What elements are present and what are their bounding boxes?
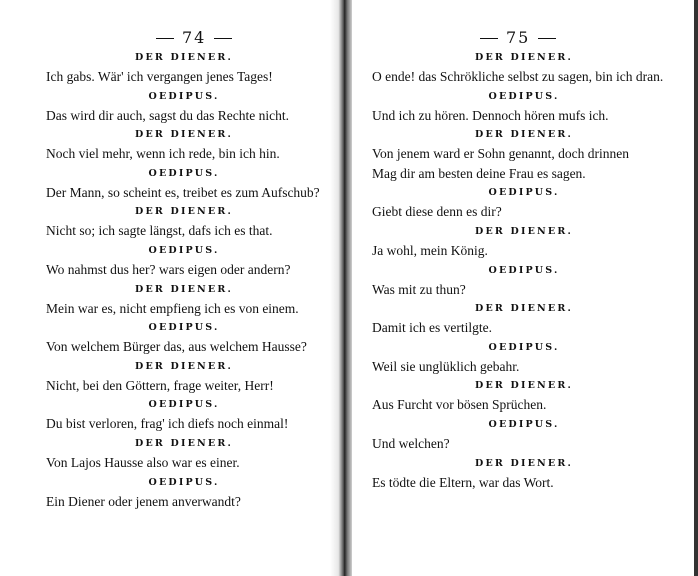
speaker-name: DER DIENER.: [475, 129, 573, 141]
verse-line: Und welchen?: [372, 435, 450, 451]
verse-line: Das wird dir auch, sagst du das Rechte nicht.: [46, 107, 289, 123]
speaker-name: OEDIPUS.: [488, 264, 560, 276]
verse-line: Von Lajos Hausse also war es einer.: [46, 454, 240, 470]
verse-line: Noch viel mehr, wenn ich rede, bin ich hin.: [46, 146, 280, 162]
verse-line: O ende! das Schrökliche selbst zu sagen, bin ich dran.: [372, 69, 664, 84]
speaker-name: DER DIENER.: [135, 129, 233, 141]
verse-line: Wo nahmst dus her? wars eigen oder andern?: [46, 261, 291, 277]
speaker-name: OEDIPUS.: [148, 90, 220, 102]
verse-line: Mag dir am besten deine Frau es sagen.: [372, 165, 586, 181]
verse-line: Der Mann, so scheint es, treibet es zum Aufschub?: [46, 184, 320, 200]
left-page: [0, 0, 340, 576]
speaker-name: DER DIENER.: [135, 283, 233, 295]
page-edge: [694, 0, 698, 576]
right-text-column: [372, 48, 676, 492]
speaker-name: OEDIPUS.: [488, 341, 560, 353]
dash-left: [480, 38, 498, 39]
dash-left: [156, 38, 174, 39]
speaker-name: OEDIPUS.: [148, 322, 220, 334]
verse-line: Nicht, bei den Göttern, frage weiter, Herr!: [46, 377, 274, 393]
verse-line: Ich gabs. Wär' ich vergangen jenes Tages!: [46, 69, 273, 84]
speaker-name: DER DIENER.: [475, 380, 573, 392]
left-text-column: [46, 48, 322, 511]
verse-line: Damit ich es vertilgte.: [372, 320, 492, 336]
verse-line: Von welchem Bürger das, aus welchem Hausse?: [46, 339, 307, 355]
speaker-name: OEDIPUS.: [488, 187, 560, 199]
page-number-left-text: 74: [182, 28, 207, 47]
verse-line: Mein war es, nicht empfieng ich es von einem.: [46, 300, 299, 316]
verse-line: Giebt diese denn es dir?: [372, 204, 502, 220]
speaker-name: DER DIENER.: [475, 225, 573, 237]
verse-line: Ein Diener oder jenem anverwandt?: [46, 493, 241, 509]
speaker-name: DER DIENER.: [135, 206, 233, 218]
verse-line: Von jenem ward er Sohn genannt, doch drinnen: [372, 146, 629, 162]
verse-line: Weil sie unglüklich gebahr.: [372, 358, 520, 374]
speaker-name: OEDIPUS.: [148, 476, 220, 488]
verse-line: Du bist verloren, frag' ich diefs noch einmal!: [46, 416, 289, 432]
speaker-name: OEDIPUS.: [148, 167, 220, 179]
speaker-name: OEDIPUS.: [148, 399, 220, 411]
speaker-name: DER DIENER.: [135, 360, 233, 372]
verse-line: Ja wohl, mein König.: [372, 242, 488, 258]
verse-line: Nicht so; ich sagte längst, dafs ich es that.: [46, 223, 273, 239]
page-number-right: [472, 28, 564, 47]
speaker-name: DER DIENER.: [135, 437, 233, 449]
speaker-name: OEDIPUS.: [148, 244, 220, 256]
verse-line: Und ich zu hören. Dennoch hören mufs ich.: [372, 107, 609, 123]
verse-line: Was mit zu thun?: [372, 281, 466, 297]
right-page: [352, 0, 698, 576]
verse-line: Aus Furcht vor bösen Sprüchen.: [372, 397, 547, 413]
page-number-right-text: 75: [506, 28, 531, 47]
page-number-left: [148, 28, 240, 47]
verse-line: Es tödte die Eltern, war das Wort.: [372, 474, 554, 490]
speaker-name: OEDIPUS.: [488, 418, 560, 430]
speaker-name: DER DIENER.: [475, 457, 573, 469]
speaker-name: DER DIENER.: [135, 52, 233, 63]
dash-right: [538, 38, 556, 39]
speaker-name: OEDIPUS.: [488, 90, 560, 102]
dash-right: [214, 38, 232, 39]
speaker-name: DER DIENER.: [475, 303, 573, 315]
speaker-name: DER DIENER.: [475, 52, 573, 63]
